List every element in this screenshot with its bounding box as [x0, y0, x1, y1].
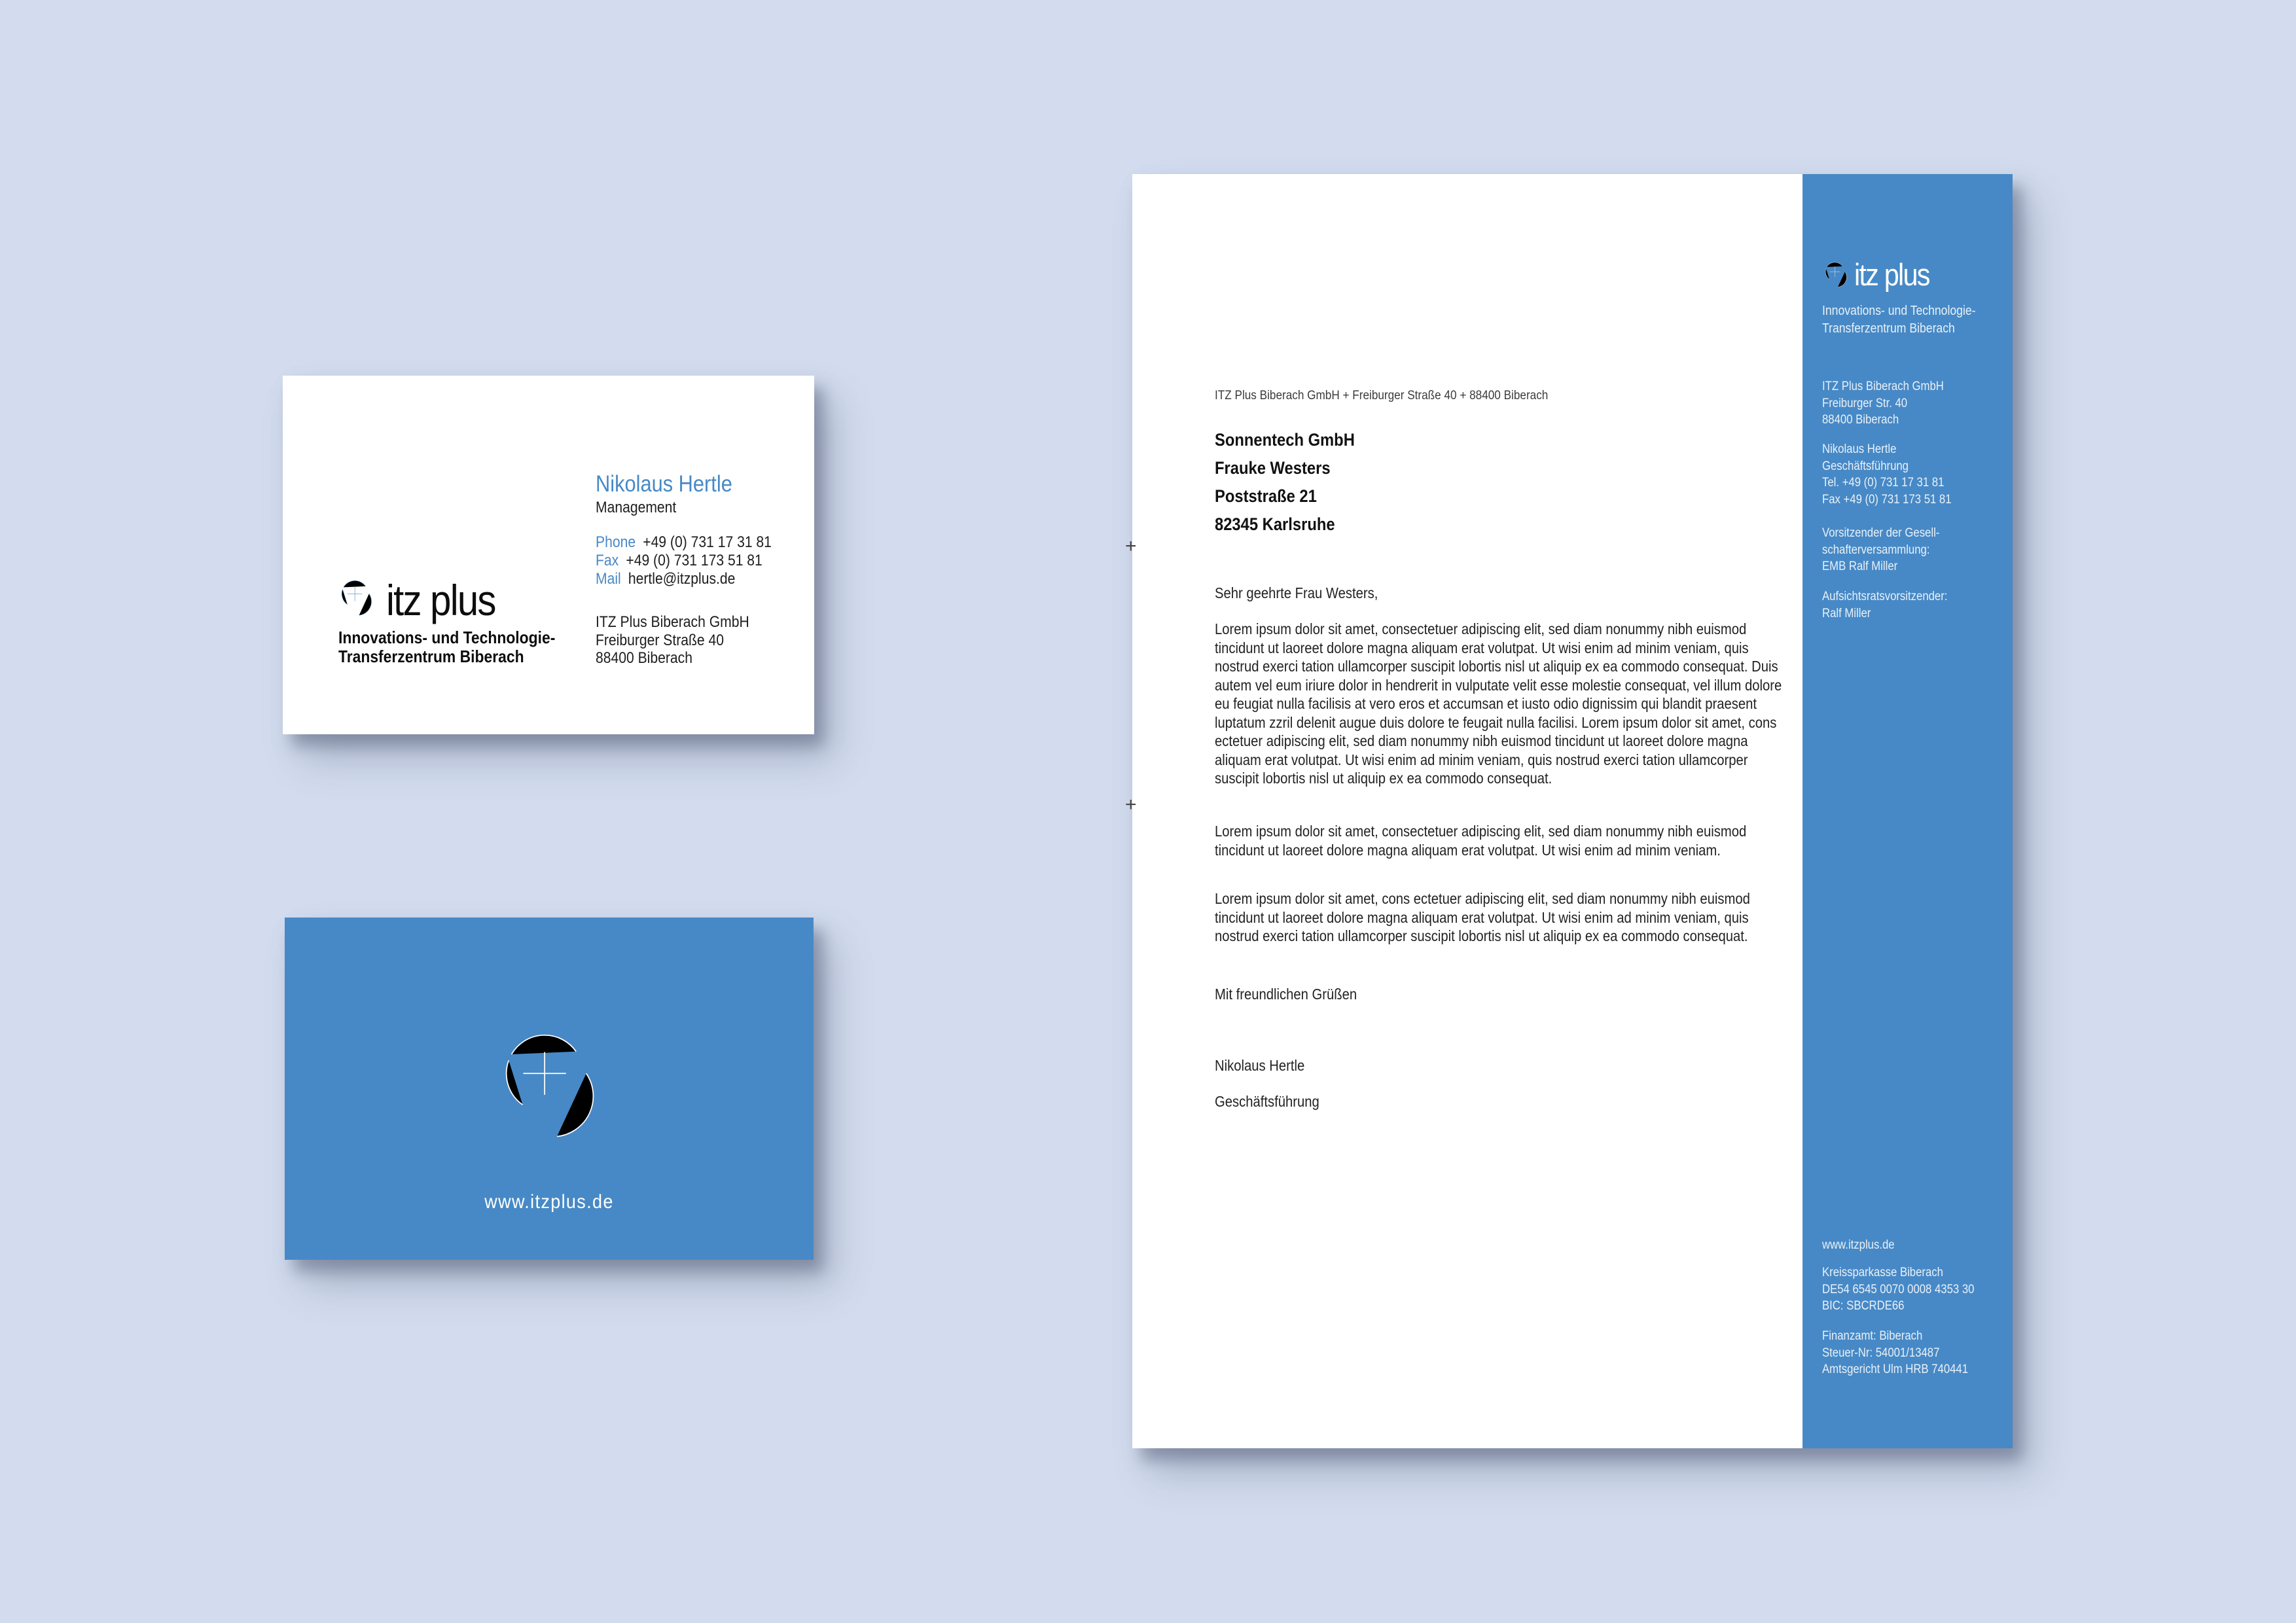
- address-street: Freiburger Straße 40: [596, 631, 725, 649]
- letterhead-sidebar: [1803, 174, 2013, 1448]
- tagline-line-2: Transferzentrum Biberach: [1822, 321, 1955, 336]
- sidebar-wordmark: itz plus: [1854, 257, 1929, 292]
- card-front-wordmark: itz plus: [386, 576, 495, 624]
- recipient-city: 82345 Karlsruhe: [1215, 514, 1335, 534]
- sidebar-contact-name: Nikolaus Hertle: [1822, 442, 1897, 456]
- bank-bic: BIC: SBCRDE66: [1822, 1299, 1905, 1313]
- supervisory-line-1: Aufsichtsratsvorsitzender:: [1822, 590, 1948, 603]
- contact-phone-row: [596, 533, 772, 552]
- tax-court: Amtsgericht Ulm HRB 740441: [1822, 1363, 1969, 1376]
- fax-label: Fax: [596, 552, 619, 569]
- mail-label: Mail: [596, 570, 621, 588]
- fold-mark-bottom: +: [1125, 794, 1137, 815]
- sidebar-company: ITZ Plus Biberach GmbH: [1822, 380, 1944, 393]
- tagline-line-2: Transferzentrum Biberach: [338, 647, 524, 666]
- itz-plus-logo-icon: [493, 1017, 605, 1148]
- letterhead-page: [1125, 174, 2013, 1448]
- letter-salutation: Sehr geehrte Frau Westers,: [1215, 584, 1378, 601]
- itz-plus-logo-icon: [1822, 258, 1850, 290]
- card-front-person-name: Nikolaus Hertle: [596, 471, 732, 497]
- letter-sender-line: ITZ Plus Biberach GmbH + Freiburger Straße 40 + 88400 Biberach: [1215, 388, 1549, 402]
- letter-closing: Mit freundlichen Grüßen: [1215, 986, 1357, 1003]
- sidebar-chairman-block: [1822, 525, 1939, 575]
- tagline-line-1: Innovations- und Technologie-: [338, 628, 556, 647]
- bank-iban: DE54 6545 0070 0008 4353 30: [1822, 1282, 1975, 1296]
- recipient-company: Sonnentech GmbH: [1215, 430, 1355, 450]
- recipient-person: Frauke Westers: [1215, 458, 1331, 478]
- card-front-address-block: [596, 613, 749, 668]
- chairman-line-1: Vorsitzender der Gesell-: [1822, 526, 1940, 540]
- sidebar-logo: [1822, 258, 1939, 293]
- itz-plus-logo-icon: [337, 575, 376, 619]
- card-front-person-role: Management: [596, 499, 677, 516]
- chairman-line-2: schafterversammlung:: [1822, 543, 1930, 557]
- tagline-line-1: Innovations- und Technologie-: [1822, 304, 1976, 318]
- sidebar-contact-role: Geschäftsführung: [1822, 459, 1909, 473]
- card-back-website: www.itzplus.de: [484, 1191, 614, 1213]
- letter-signature-name: Nikolaus Hertle: [1215, 1057, 1305, 1074]
- sidebar-fax: Fax +49 (0) 731 173 51 81: [1822, 492, 1952, 507]
- phone-value: +49 (0) 731 17 31 81: [643, 533, 772, 551]
- card-front-contact-block: [596, 533, 772, 588]
- fold-mark-top: +: [1125, 535, 1137, 557]
- contact-mail-row: [596, 570, 772, 588]
- sidebar-tax-block: [1822, 1328, 1968, 1378]
- letter-paragraph-2: Lorem ipsum dolor sit amet, consectetuer adipiscing elit, sed diam nonummy nibh euismod tincidunt ut laoreet dolore magna aliquam erat volutpat. Ut wisi enim ad minim veniam.: [1215, 823, 1747, 859]
- sidebar-street: Freiburger Str. 40: [1822, 396, 1908, 410]
- mail-value: hertle@itzplus.de: [628, 570, 736, 588]
- contact-fax-row: [596, 552, 772, 570]
- address-company: ITZ Plus Biberach GmbH: [596, 613, 749, 631]
- sidebar-tagline: [1822, 302, 1976, 337]
- business-card-back: [285, 918, 814, 1260]
- sidebar-website: www.itzplus.de: [1822, 1238, 1895, 1252]
- sidebar-city: 88400 Biberach: [1822, 413, 1899, 427]
- card-front-tagline: [338, 628, 585, 666]
- business-card-front: [283, 376, 814, 734]
- phone-label: Phone: [596, 533, 636, 551]
- supervisory-line-2: Ralf Miller: [1822, 606, 1871, 620]
- sidebar-tel: Tel. +49 (0) 731 17 31 81: [1822, 476, 1945, 490]
- sidebar-contact-block: [1822, 441, 1952, 508]
- tax-office: Finanzamt: Biberach: [1822, 1329, 1923, 1343]
- sidebar-bank-block: [1822, 1264, 1974, 1315]
- sidebar-supervisory-block: [1822, 588, 1947, 622]
- address-city: 88400 Biberach: [596, 649, 692, 667]
- recipient-street: Poststraße 21: [1215, 486, 1317, 506]
- letter-paragraph-3: Lorem ipsum dolor sit amet, cons ectetuer adipiscing elit, sed diam nonummy nibh euismod tincidunt ut laoreet dolore magna aliquam erat volutpat. Ut wisi enim ad minim veniam, quis nostrud exerci tation ullamcorper suscipit lobortis nisl ut aliquip ex ea commodo consequat.: [1215, 890, 1750, 944]
- card-front-logo: [337, 575, 376, 619]
- bank-name: Kreissparkasse Biberach: [1822, 1266, 1943, 1279]
- chairman-line-3: EMB Ralf Miller: [1822, 560, 1898, 573]
- letter-recipient-block: [1215, 426, 1355, 539]
- sidebar-address-block: [1822, 378, 1944, 429]
- tax-number: Steuer-Nr: 54001/13487: [1822, 1346, 1940, 1360]
- letter-paragraph-1: Lorem ipsum dolor sit amet, consectetuer adipiscing elit, sed diam nonummy nibh euismod tincidunt ut laoreet dolore magna aliquam erat volutpat. Ut wisi enim ad minim veniam, quis nostrud exerci tation ullamcorper suscipit lobortis nisl ut aliquip ex ea commodo consequat. Duis autem vel eum iriure dolor in hendrerit in vulputate velit esse molestie consequat, vel illum dolore eu feugiat nulla facilisis at vero eros et accumsan et iusto odio dignissim qui blandit praesent luptatum zzril delenit augue duis dolore te feugait nulla facilisi. Lorem ipsum dolor sit amet, cons ectetuer adipiscing elit, sed diam nonummy nibh euismod tincidunt ut laoreet dolore magna aliquam erat volutpat. Ut wisi enim ad minim veniam, quis nostrud exerci tation ullamcorper suscipit lobortis nisl ut aliquip ex ea commodo consequat.: [1215, 620, 1782, 787]
- fax-value: +49 (0) 731 173 51 81: [626, 552, 762, 569]
- letter-signature-role: Geschäftsführung: [1215, 1093, 1319, 1110]
